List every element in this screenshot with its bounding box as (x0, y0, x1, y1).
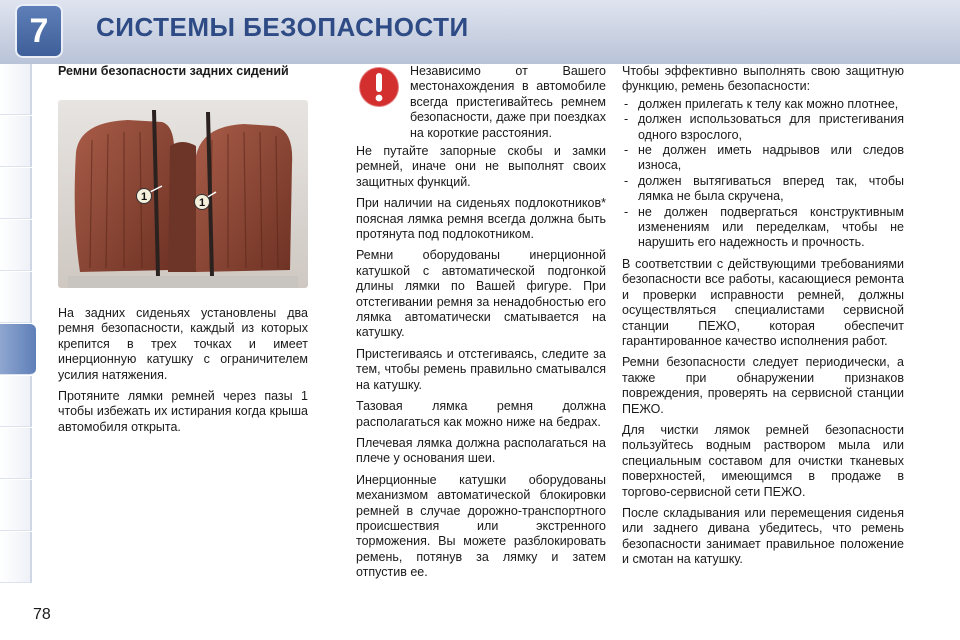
side-tab-9 (0, 428, 32, 479)
list-item: - должен прилегать к телу как можно плотнее, (622, 97, 904, 112)
paragraph: При наличии на сиденьях подлокотников* поясная лямка ремня всегда должна быть протянута под подлокотником. (356, 196, 606, 242)
list-item: - должен вытягиваться вперед так, чтобы лямка не была скручена, (622, 174, 904, 205)
side-tab-3 (0, 168, 32, 219)
paragraph: В соответствии с действующими требованиями безопасности все работы, касающиеся ремонта и проверки исправности ремней, должны осуществляться специалистами сервисной станции ПЕЖО, которая обеспечит гарантированное качество исполнения работ. (622, 256, 904, 348)
warning-text: Независимо от Вашего местонахождения в автомобиле всегда пристегивайтесь ремнем безопасности, даже при поездках на короткие расстояния. (410, 64, 606, 140)
paragraph: На задних сиденьях установлены два ремня безопасности, каждый из которых крепится в трех точках и имеет инерционную катушку с ограничителем усилия натяжения. (58, 306, 308, 382)
rear-seatbelts-heading: Ремни безопасности задних сидений (58, 64, 289, 78)
svg-text:1: 1 (140, 191, 148, 203)
paragraph: Пристегиваясь и отстегиваясь, следите за тем, чтобы ремень правильно сматывался на катушку. (356, 346, 606, 392)
paragraph: Протяните лямки ремней через пазы 1 чтобы избежать их истирания когда крыша автомобиля открыта. (58, 389, 308, 434)
paragraph: Инерционные катушки оборудованы механизмом автоматической блокировки ремней в случае дорожно-транспортного происшествия или экстренного торможения. Вы можете разблокировать ремень, потянув за лямку и затем отпустив ее. (356, 472, 606, 580)
side-tab-7-active (0, 324, 36, 375)
side-tab-1 (0, 64, 32, 115)
side-tab-11 (0, 532, 32, 583)
page-number: 78 (33, 606, 51, 623)
rear-seat-photo (58, 100, 308, 288)
page-header (0, 0, 960, 64)
chapter-number-tab: 7 (17, 6, 61, 56)
warning-icon (356, 64, 402, 110)
list-item: - не должен иметь надрывов или следов износа, (622, 143, 904, 174)
side-tab-10 (0, 480, 32, 531)
side-tab-4 (0, 220, 32, 271)
left-column-text (58, 306, 308, 441)
paragraph: Не путайте запорные скобы и замки ремней, иначе они не выполнят своих защитных функций. (356, 144, 606, 189)
paragraph: Плечевая лямка должна располагаться на плече у основания шеи. (356, 435, 606, 466)
svg-text:1: 1 (198, 197, 206, 209)
side-tab-5 (0, 272, 32, 323)
paragraph: Тазовая лямка ремня должна располагаться как можно ниже на бедрах. (356, 399, 606, 429)
list-item: - не должен подвергаться конструктивным изменениям или переделкам, чтобы не нарушить его надежность и прочность. (622, 205, 904, 251)
paragraph: Для чистки лямок ремней безопасности пользуйтесь водным раствором мыла или специальным составом для очистки тканевых поверхностей, имеющимся в продаже в торгово-сервисной сети ПЕЖО. (622, 422, 904, 499)
paragraph: После складывания или перемещения сиденья или заднего дивана убедитесь, что ремень безопасности занимает правильное положение и смотан на катушку. (622, 505, 904, 567)
rear-seat-illustration (58, 100, 308, 288)
side-tab-2 (0, 116, 32, 167)
paragraph: Чтобы эффективно выполнять свою защитную функцию, ремень безопасности: (622, 64, 904, 94)
belt-slot-marker-1 (137, 189, 152, 204)
right-column-text (622, 64, 904, 574)
section-title: СИСТЕМЫ БЕЗОПАСНОСТИ (96, 12, 469, 42)
middle-column-text (356, 144, 606, 587)
paragraph: Ремни оборудованы инерционной катушкой с автоматической подгонкой длины лямки по Вашей фигуре. При отстегивании ремня за ненадобностью его лямка автоматически сматывается на катушку. (356, 248, 606, 340)
requirements-list (622, 97, 904, 251)
paragraph: Ремни безопасности следует периодически, а также при обнаружении признаков повреждения, проверять на сервисной станции ПЕЖО. (622, 355, 904, 416)
chapter-side-tabs (0, 64, 36, 584)
list-item: - должен использоваться для пристегивания одного взрослого, (622, 112, 904, 143)
side-tab-8 (0, 376, 32, 427)
belt-slot-marker-2 (195, 195, 210, 210)
